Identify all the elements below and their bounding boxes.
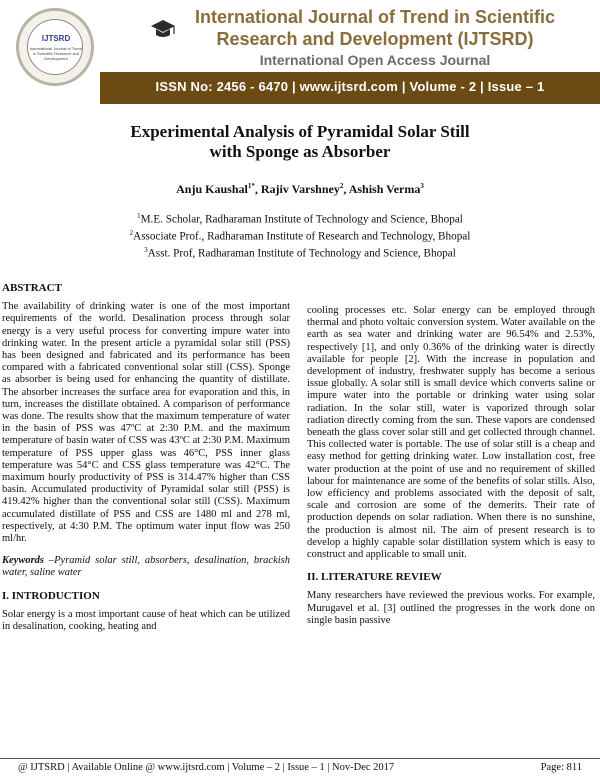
literature-review-text: Many researchers have reviewed the previous works. For example, Murugavel et al. [3] outlined the progresses in the work done on single basin passive: [307, 590, 595, 626]
logo-seal: [27, 19, 83, 75]
affiliation: [60, 244, 540, 261]
author-list: Anju Kaushal$^{1*}$, Rajiv Varshney$^2$, Ashish Verma$^3$: [176, 182, 424, 196]
affiliation-sup: 3: [144, 246, 148, 255]
logo-name: IJTSRD: [41, 34, 71, 43]
left-column: [2, 282, 290, 643]
keywords-text: –Pyramid solar still, absorbers, desalination, brackish water, saline water: [2, 555, 290, 579]
keywords: [2, 555, 290, 579]
affiliation: [60, 210, 540, 227]
abstract-heading: ABSTRACT: [2, 282, 62, 294]
author-name: Rajiv Varshney: [260, 182, 340, 196]
affiliation: [60, 227, 540, 244]
affiliation-sup: 1: [137, 212, 141, 220]
issn-bar: [100, 72, 600, 104]
introduction-continued: cooling processes etc. Solar energy can be employed through thermal and photo voltaic conversion system. Water available on the earth as sea water and drinking water are 96.54% and 2.53%, respectively [1], and only 0.36% of the drinking water is directly available for people [2]. With the increase in population and development of industry, freshwater supply has become a serious issue globally. A solar still is small device which converts saline or impure water into the portable or drinking water using solar radiation. In the solar still, water is vaporized through solar radiation directly coming from the sun. These vapors are condensed beneath the glass cover solar still and get collected through channel. This collected water is portable. The use of solar still is a cheap and easy method for getting drinking water. Low installation cost, free water production at the point of use and no requirement of skilled labour for maintenance are some of the benefits of solar stills. Also, low efficiency and problems associated with the deposit of salt, scale and corrosion are some of the demerits. Their rate of production depends on solar radiation. When there is no sunshine, the production is almost nil. The aim of present research is to develop a highly capable solar distillation system which is easy to construct and applicable to small unit.: [307, 305, 595, 561]
paper-title-line1: Experimental Analysis of Pyramidal Solar Still: [130, 122, 470, 141]
introduction-heading: I. INTRODUCTION: [2, 589, 100, 602]
author-name: Ashish Verma: [348, 182, 421, 196]
author-sup: 1*: [247, 182, 255, 190]
affiliation-text: Associate Prof., Radharaman Institute of Research and Technology, Bhopal: [133, 230, 471, 243]
affiliation-text: Asst. Prof, Radharaman Institute of Technology and Science, Bhopal: [147, 248, 456, 261]
keywords-label: Keywords: [2, 555, 44, 567]
author-sup: 3: [420, 182, 424, 190]
journal-title-line1: International Journal of Trend in Scientific: [194, 7, 556, 27]
paper-title-line2: with Sponge as Absorber: [209, 142, 391, 161]
issn-bar-text: ISSN No: 2456 - 6470 | www.ijtsrd.com | Volume - 2 | Issue – 1: [155, 79, 545, 94]
journal-title: [175, 6, 575, 50]
graduation-cap-icon: [150, 18, 176, 40]
affiliation-sup: 2: [129, 229, 134, 238]
page-footer: [0, 758, 600, 776]
journal-subtitle: International Open Access Journal: [259, 52, 491, 68]
journal-logo: [16, 8, 94, 86]
journal-header: [0, 0, 600, 104]
journal-title-line2: Research and Development (IJTSRD): [216, 29, 534, 49]
page-number: Page: 811: [540, 762, 582, 773]
author-name: Anju Kaushal: [176, 182, 248, 196]
author-sup: 2: [339, 182, 344, 190]
affiliation-list: [60, 210, 540, 262]
affiliation-text: M.E. Scholar, Radharaman Institute of Technology and Science, Bhopal: [140, 213, 463, 226]
introduction-text: Solar energy is a most important cause of heat which can be utilized in desalination, cooking, heating and: [2, 608, 290, 633]
literature-review-heading: II. LITERATURE REVIEW: [307, 571, 442, 584]
logo-text: International Journal of Trend in Scientific Research and Development: [29, 46, 83, 61]
right-column: [307, 305, 595, 637]
paper-title: [60, 122, 540, 162]
footer-text: @ IJTSRD | Available Online @ www.ijtsrd.com | Volume – 2 | Issue – 1 | Nov-Dec 2017: [18, 762, 395, 773]
abstract-text: The availability of drinking water is one of the most important requirements of the world. Desalination process through solar energy is a very useful process for converting impure water into drinking water. In the present article a pyramidal solar still (PSS) has been designed and fabricated and its performance has been compared with a fabricated conventional solar still (CSS). Sponge as absorber is being used for enhancing the quantity of distillate. The absorber increases the surface area for evaporation and this, in turn, increases the distillate obtained. A comparison of performance was done. The results show that the maximum temperature of water in the basin of PSS was 47ºC at 2:30 P.M. and the maximum temperature of basin water of CSS was 43ºC at 2:30 P.M. Maximum temperature of PSS upper glass was 46°C, PSS inner glass temperature was 54°C and CSS glass temperature was 42°C. The maximum hourly productivity of PSS is 314.47% higher than CSS basin. Accumulated productivity of Pyramidal solar still (PSS) is 419.42% higher than the conventional solar still (CSS). Maximum accumulated distillate of PSS and CSS are 1480 ml and 278 ml, respectively, at 4:30 P.M. The optimum water input flow was 250 ml/hr.: [2, 301, 290, 545]
